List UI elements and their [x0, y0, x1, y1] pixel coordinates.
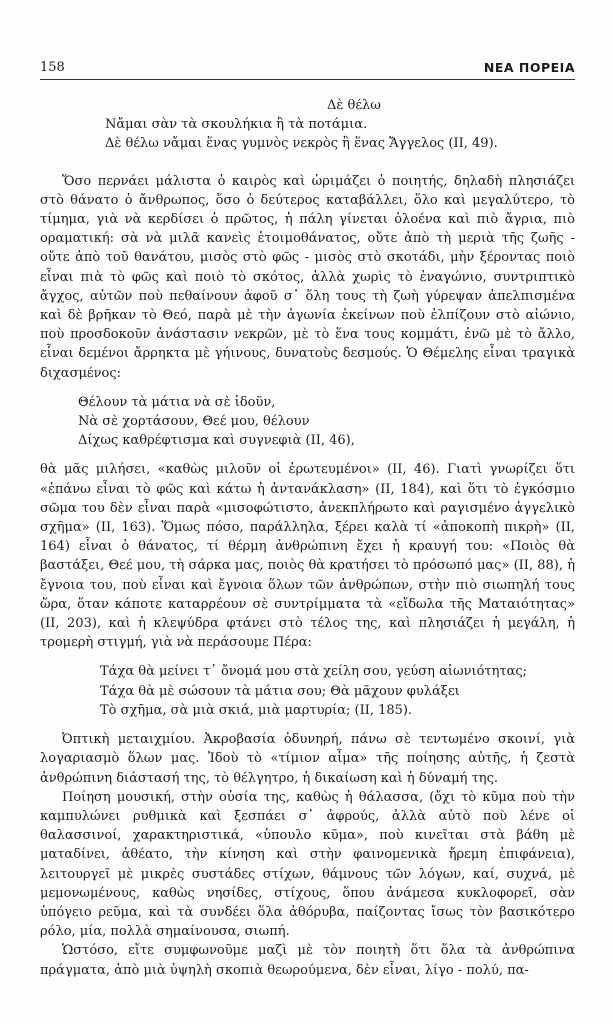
verse-line: Θέλουν τὰ μάτια νὰ σὲ ἰδοῦν,	[78, 394, 276, 410]
verse-quote	[40, 662, 575, 720]
page-number: 158	[40, 60, 65, 75]
verse-line: Νὰ σὲ χορτάσουν, Θεέ μου, θέλουν	[78, 414, 310, 430]
verse-quote	[40, 393, 575, 451]
journal-title: ΝΕΑ ΠΟΡΕΙΑ	[483, 60, 575, 75]
paragraph: Ὡστόσο, εἴτε συμφωνοῦμε μαζὶ μὲ τὸν ποιητὴ ὅτι ὅλα τὰ ἀνθρώπινα πράγματα, ἀπὸ μιὰ ὑψηλὴ σκοπιὰ θεωρούμενα, δὲν εἶναι, λίγο - πολύ, πα-	[40, 943, 575, 978]
verse-line: Δίχως καθρέφτισμα καὶ συγνεφιὰ (ΙΙ, 46),	[78, 433, 355, 449]
paragraph: Ὀπτικὴ μεταιχμίου. Ἀκροβασία ὀδυνηρή, πάνω σὲ τεντωμένο σκοινί, γιὰ λογαριασμὸ ὅλων μας. Ἰδοὺ τὸ «τίμιον αἷμα» τῆς ποίησης αὐτῆς, ἡ ζεστὰ ἀνθρώπινη διάστασή της, τὸ θέλγητρο, ἡ δικαίωση καὶ ἡ δύναμή της.	[40, 732, 575, 786]
page-body	[40, 96, 575, 980]
paragraph: Ποίηση μουσική, στὴν οὐσία της, καθὼς ἡ θάλασσα, (ὄχι τὸ κῦμα ποὺ τὴν καμπυλώνει ρυθμικὰ καὶ ξεσπάει σ᾽ ἀφρούς, ἀλλὰ αὐτὸ ποὺ λένε οἱ θαλασσινοί, χαρακτηριστικά, «ὑπουλο κῦμα», ποὺ κινεῖται στὰ βάθη μὲ ματαδίνει, ἀθέατο, τὴν κίνηση καὶ στὴν φαινομενικὰ ἤρεμη ἐπιφάνεια), λειτουργεῖ μὲ μικρὲς συστάδες στίχων, θάμνους τῶν λόγων, καί, συχνά, μὲ μεμονωμένους, καθὼς νησίδες, στίχους, ὅπου ἀνάμεσα κυκλοφορεῖ, σὰν ὑπόγειο ρεῦμα, καὶ τὰ συνδέει ὅλα ἀθόρυβα, παίζοντας ἴσως τὸν βασικότερο ρόλο, μία, πολλὰ σημαίνουσα, σιωπή.	[40, 789, 575, 940]
verse-line: Τάχα θὰ μείνει τ᾽ ὄνομά μου στὰ χείλη σου, γεύση αἰωνιότητας;	[100, 664, 528, 680]
epigraph-line: Δὲ θέλω	[327, 98, 381, 113]
epigraph	[40, 96, 575, 154]
epigraph-line: Νἄμαι σὰν τὰ σκουλήκια ἢ τὰ ποτάμια.	[105, 117, 368, 133]
verse-line: Τάχα θὰ μὲ σώσουν τὰ μάτια σου; Θὰ μᾶχουν φυλάξει	[100, 683, 460, 699]
header-rule	[40, 79, 575, 80]
running-header	[40, 58, 575, 80]
epigraph-line: Δὲ θέλω νἄμαι ἕνας γυμνὸς νεκρὸς ἢ ἕνας Ἄγγελος (ΙΙ, 49).	[105, 136, 498, 152]
verse-line: Τὸ σχῆμα, σὰ μιὰ σκιά, μιὰ μαρτυρία; (ΙΙ, 185).	[100, 702, 413, 718]
paragraph: Ὅσο περνάει μάλιστα ὁ καιρὸς καὶ ὡριμάζει ὁ ποιητής, δηλαδὴ πλησιάζει στὸ θάνατο ὁ ἄνθρωπος, ὅσο ὁ δεύτερος καταβάλλει, ὅλο καὶ μεγαλύτερο, τὸ τίμημα, γιὰ νὰ κερδίσει ὁ πρῶτος, ἡ πάλη γίνεται ὁλοένα καὶ πιὸ ἄγρια, πιὸ οραματική: σὰ νὰ μιλᾶ κανεὶς ἑτοιμοθάνατος, οὔτε ἀπὸ τὴ μεριὰ τῆς ζωῆς - οὔτε ἀπὸ τοῦ θανάτου, μισὸς στὸ φῶς - μισὸς στὸ σκοτάδι, μὴν ξέροντας ποιὸ εἶναι πιὰ τὸ φῶς καὶ ποιὸ τὸ σκότος, ἀλλὰ χωρὶς τὸ ἐναγώνιο, συντριπτικὸ ἄγχος, αὐτῶν ποὺ πεθαίνουν ἀφοῦ σ᾽ ὅλη τους τὴ ζωὴ γύρεψαν ἀπελπισμένα καὶ δὲ βρῆκαν τὸ Θεό, παρὰ μὲ τὴν ἀγωνία ἐκείνων ποὺ ἐλπίζουν στὸ αἰώνιο, ποὺ προσδοκοῦν ἀνάστασιν νεκρῶν, μὲ τὸ ἕνα τους κομμάτι, ἐνῶ μὲ τὸ ἄλλο, εἶναι δεμένοι ἄρρηκτα μὲ γήινους, δυνατοὺς δεσμούς. Ὁ Θέμελης εἶναι τραγικὰ διχασμένος:	[40, 173, 575, 381]
paragraph: θὰ μᾶς μιλήσει, «καθὼς μιλοῦν οἱ ἐρωτευμένοι» (ΙΙ, 46). Γιατὶ γνωρίζει ὅτι «ἐπάνω εἶναι τὸ φῶς καὶ κάτω ἡ ἀντανάκλαση» (ΙΙ, 184), καὶ ὅτι τὸ ἐγκόσμιο σῶμα του δὲν εἶναι παρὰ «μισοφώτιστο, ἀνεκπλήρωτο καὶ ραγισμένο ἀγγελικὸ σχῆμα» (ΙΙ, 163). Ὅμως πόσο, παράλληλα, ξέρει καλὰ τί «ἀποκοπὴ πικρὴ» (ΙΙ, 164) εἶναι ὁ θάνατος, τί θέρμη ἀνθρώπινη ἔχει ἡ κραυγή του: «Ποιὸς θὰ βαστάξει, Θεέ μου, τὴ σάρκα μας, ποιὸς θὰ κρατήσει τὸ πρόσωπό μας» (ΙΙ, 88), ἡ ἔγνοια του, ποὺ εἶναι καὶ ἔγνοια ὅλων τῶν ἀνθρώπων, στὴν πιὸ σιωπηλή τους ὥρα, ὅταν κάποτε καταρρέουν σὲ συντρίμματα τὰ «εἴδωλα τῆς Ματαιότητας» (ΙΙ, 203), καὶ ἡ κλεψύδρα φτάνει στὸ τέλος της, καὶ πλησιάζει ἡ μεγάλη, ἡ τρομερὴ στιγμή, γιὰ νὰ περάσουμε Πέρα:	[40, 462, 575, 651]
